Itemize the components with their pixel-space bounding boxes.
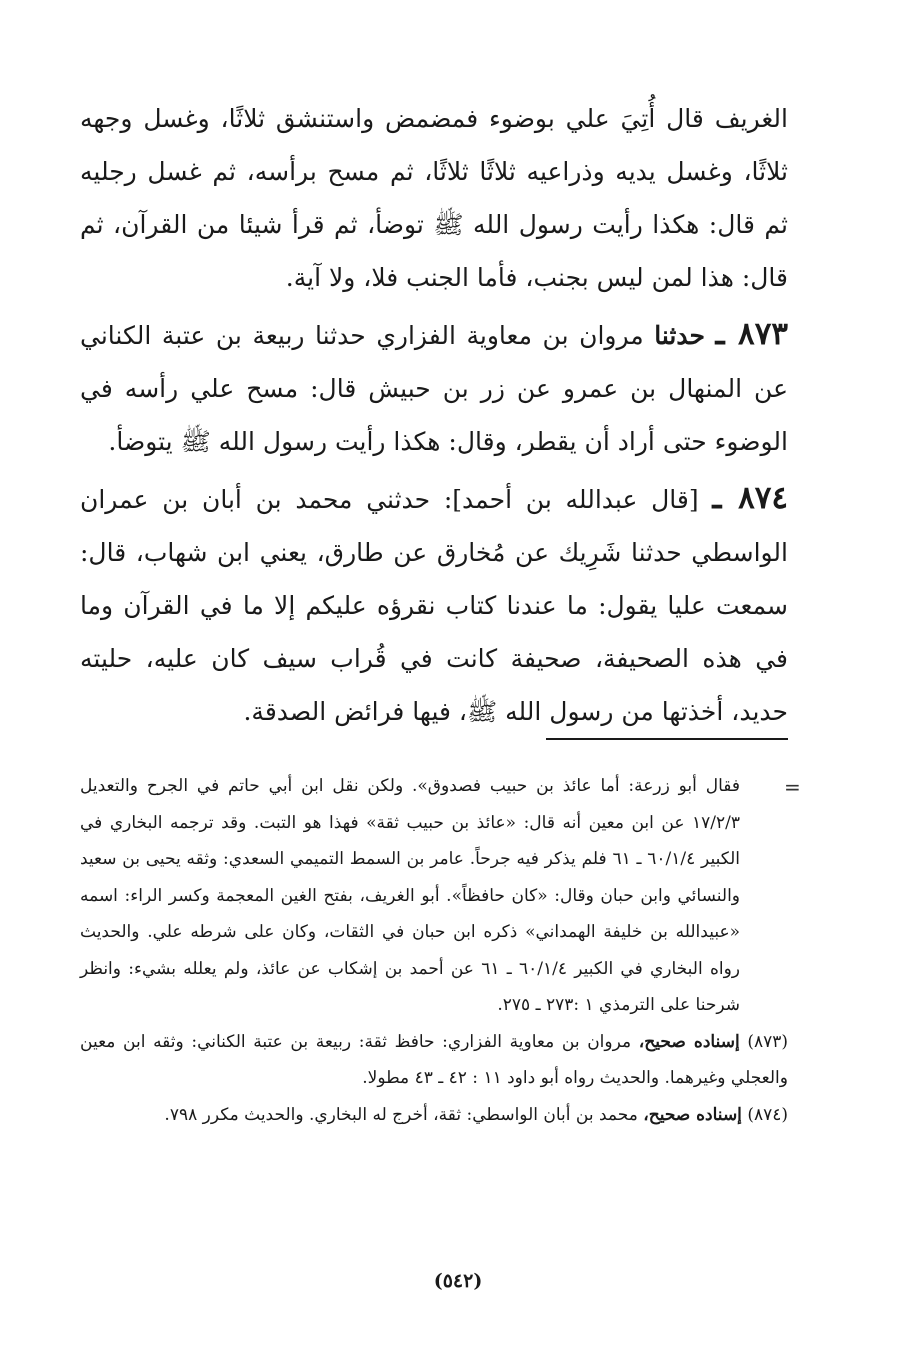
- paragraph-continuation: الغريف قال أُتِيَ علي بوضوء فمضمض واستنشق ثلاثًا، وغسل وجهه ثلاثًا، وغسل يديه وذراعيه ثلاثًا ثلاثًا، ثم مسح برأسه، ثم غسل رجليه ثم قال: هكذا رأيت رسول الله ﷺ توضأ، ثم قرأ شيئا من القرآن، ثم قال: هذا لمن ليس بجنب، فأما الجنب فلا، ولا آية.: [80, 104, 788, 292]
- hadith-keyword: حدثنا: [654, 321, 705, 350]
- hadith-number: ٨٧٤ ـ: [712, 480, 789, 516]
- footnote-text: محمد بن أبان الواسطي: ثقة، أخرج له البخاري. والحديث مكرر ٧٩٨.: [164, 1104, 638, 1125]
- hadith-text: مروان بن معاوية الفزاري حدثنا ربيعة بن عتبة الكناني عن المنهال بن عمرو عن زر بن حبيش قال: مسح علي رأسه في الوضوء حتى أراد أن يقطر، وقال: هكذا رأيت رسول الله ﷺ يتوضأ.: [80, 321, 788, 456]
- continuation-mark: =: [784, 775, 801, 799]
- footnote-number: (٨٧٣): [747, 1031, 789, 1052]
- hadith-number: ٨٧٣ ـ: [715, 316, 788, 352]
- footnote-874: [80, 1097, 788, 1134]
- footnote-873: [80, 1024, 788, 1097]
- hadith-874: [80, 472, 788, 738]
- footnote-divider: [546, 738, 788, 740]
- main-text: [80, 92, 788, 742]
- footnote-text: مروان بن معاوية الفزاري: حافظ ثقة: ربيعة بن عتبة الكناني: وثقه ابن معين والعجلي وغيرهما. والحديث رواه أبو داود ١١ : ٤٢ ـ ٤٣ مطولا.: [80, 1031, 788, 1088]
- footnotes: [80, 768, 788, 1133]
- hadith-text: [قال عبدالله بن أحمد]: حدثني محمد بن أبان بن عمران الواسطي حدثنا شَرِيك عن مُخارق عن طارق، يعني ابن شهاب، قال: سمعت عليا يقول: ما عندنا كتاب نقرؤه عليكم إلا ما في القرآن وما في هذه الصحيفة، صحيفة كانت في قُراب سيف كان عليه، حليته حديد، أخذتها من رسول الله ﷺ، فيها فرائض الصدقة.: [80, 485, 788, 726]
- page-number: (٥٤٢): [433, 1270, 483, 1292]
- hadith-873: [80, 308, 788, 468]
- footnote-number: (٨٧٤): [747, 1104, 788, 1125]
- footnote-keyword: إسناده صحيح،: [638, 1031, 740, 1052]
- footnote-continuation: فقال أبو زرعة: أما عائذ بن حبيب فصدوق». ولكن نقل ابن أبي حاتم في الجرح والتعديل ١٧/٢/٣ عن ابن معين أنه قال: «عائذ بن حبيب ثقة» فهذا هو التبت. وقد ترجمه البخاري في الكبير ٦٠/١/٤ ـ ٦١ فلم يذكر فيه جرحاً. عامر بن السمط التميمي السعدي: وثقه يحيى بن سعيد والنسائي وابن حبان وقال: «كان حافظاً». أبو الغريف، بفتح الغين المعجمة وكسر الراء: اسمه «عبيدالله بن خليفة الهمداني» ذكره ابن حبان في الثقات، وكان على شرطه علي. والحديث رواه البخاري في الكبير ٦٠/١/٤ ـ ٦١ عن أحمد بن إشكاب عن عائذ، ولم يعلله بشيء: وانظر شرحنا على الترمذي ١ :٢٧٣ ـ ٢٧٥.: [80, 776, 741, 1015]
- footnote-keyword: إسناده صحيح،: [643, 1104, 742, 1125]
